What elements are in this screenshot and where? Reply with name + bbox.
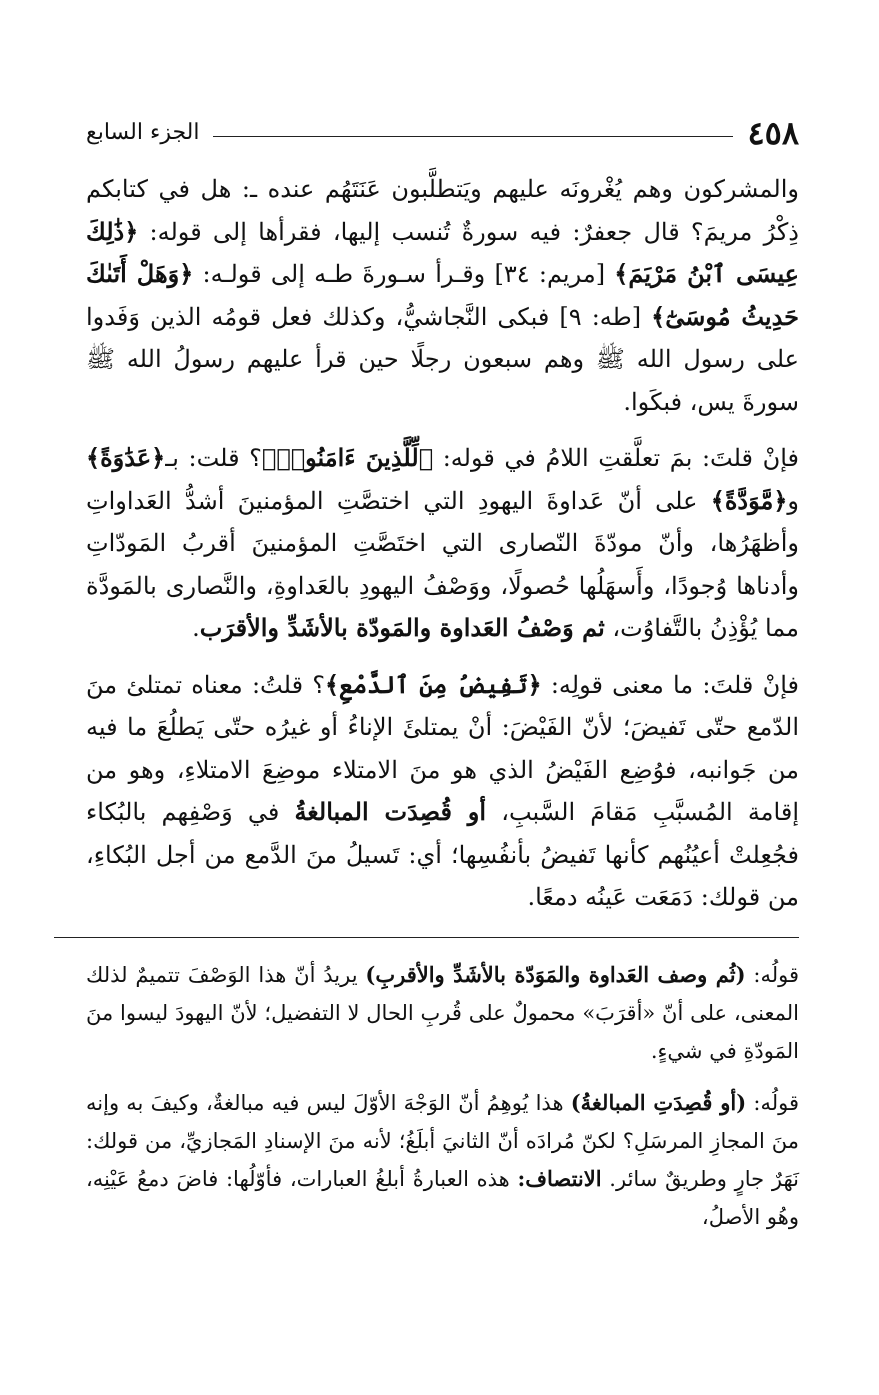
text-span: [مريم: ٣٤] وقـرأ سـورةَ طـه إلى قولـه: bbox=[193, 260, 615, 288]
text-span: [طه: ٩] فبكى النَّجاشيُّ، وكذلك فعل قومُه الذين وَفَدوا على رسول الله ﷺ وهم سبعون رجلًا حين قرأ عليهم رسولُ الله ﷺ سورةَ يس، فبكَوا. bbox=[86, 302, 799, 416]
text-span: . bbox=[192, 614, 200, 642]
note-2 bbox=[86, 1084, 799, 1236]
quran-quote: ﴿عَدَٰوَةً﴾ bbox=[86, 443, 166, 472]
commentary-notes bbox=[86, 956, 799, 1236]
footnote-rule bbox=[54, 937, 799, 938]
quran-quote: ﴿لِّلَّذِينَ ءَامَنُوا۟﴾ bbox=[261, 443, 434, 472]
text-span: على أنّ عَداوةَ اليهودِ التي اختصَّتِ المؤمنينَ أشدُّ العَداواتِ وأظهَرُها، وأنّ مودّةَ النّصارى التي اختَصَّتِ المؤمنينَ أقربُ المَودّاتِ وأدناها وُجودًا، وأَسهَلُها حُصولًا، ووَصْفُ اليهودِ بالعَداوةِ، والنَّصارى بالمَودَّة مما يُؤْذِنُ بالتَّفاوُت، bbox=[86, 486, 799, 642]
bold-phrase: أو قُصِدَت المبالغةُ bbox=[294, 797, 487, 826]
text-span: قولُه: bbox=[746, 1090, 799, 1115]
text-span: فإنْ قلتَ: ما معنى قولِه: bbox=[541, 670, 799, 699]
bold-phrase: ثم وَصْفُ العَداوة والمَودّة بالأشَدِّ والأقرَب bbox=[199, 613, 605, 642]
text-span: هذه العبارةُ أبلغُ العبارات، فأوّلُها: فاضَ دمعُ عَيْنِه، وهُو الأصلُ، bbox=[86, 1166, 799, 1229]
main-text bbox=[86, 168, 799, 919]
paragraph-1 bbox=[86, 168, 799, 423]
page-header bbox=[86, 108, 799, 158]
bold-phrase: الانتصاف: bbox=[517, 1165, 602, 1191]
text-span: يريدُ أنّ هذا الوَصْفَ تتميمٌ لذلك المعنى، على أنّ «أقرَبَ» محمولٌ على قُربِ الحال لا التفضيل؛ لأنّ اليهودَ ليسوا منَ المَودّةِ في شيءٍ. bbox=[86, 962, 799, 1063]
quran-quote: ﴿وَهَلْ أَتَىٰكَ حَدِيثُ مُوسَىٰٓ﴾ bbox=[86, 259, 799, 331]
text-span: فإنْ قلتَ: بمَ تعلَّقتِ اللامُ في قوله: bbox=[433, 444, 800, 472]
bold-phrase: (أو قُصِدَتِ المبالغةُ) bbox=[570, 1089, 747, 1115]
paragraph-3 bbox=[86, 664, 799, 919]
quran-quote: ﴿تَفِيضُ مِنَ ٱلدَّمْعِ﴾ bbox=[324, 669, 542, 699]
header-rule bbox=[213, 136, 733, 137]
note-1 bbox=[86, 956, 799, 1070]
quran-quote: ﴿ذَٰلِكَ عِيسَى ٱبْنُ مَرْيَمَ﴾ bbox=[86, 216, 800, 288]
page-number: ٤٥٨ bbox=[747, 114, 799, 152]
text-span: ؟ قلت: بـ bbox=[165, 444, 262, 472]
paragraph-2 bbox=[86, 437, 799, 650]
text-span: ؟ قلتُ: معناه تمتلئ منَ الدّمع حتّى تَفيضَ؛ لأنّ الفَيْضَ: أنْ يمتلئَ الإناءُ أو غيرُه حتّى يَطلُعَ ما فيه من جَوانبه، فوُضِع الفَيْضُ الذي هو منَ الامتلاء موضِعَ الامتلاءِ، وهو من إقامة المُسبَّبِ مَقامَ السَّببِ، bbox=[86, 670, 799, 826]
text-span: هذا يُوهِمُ أنّ الوَجْهَ الأوّلَ ليس فيه مبالغةٌ، وكيفَ به وإنه منَ المجازِ المرسَلِ؟ لكنّ مُرادَه أنّ الثانيَ أبلَغُ؛ لأنه منَ الإسنادِ المَجازيِّ، من قولك: نَهَرٌ جارٍ وطريقٌ سائر. bbox=[86, 1090, 799, 1191]
text-span: في وَصْفِهم بالبُكاء فجُعِلتْ أعيُنُهم كأنها تَفيضُ بأنفُسِها؛ أي: تَسيلُ منَ الدَّمع من أجل البُكاءِ، من قولك: دَمَعَت عَينُه دمعًا. bbox=[86, 798, 799, 911]
text-span: والمشركون وهم يُغْرونَه عليهم ويَتطلَّبون عَنَتَهُم عنده ـ: هل في كتابكم ذِكْرُ مريمَ؟ قال جعفرٌ: فيه سورةٌ تُنسب إليها، فقرأها إلى قوله: bbox=[86, 175, 799, 246]
running-title: الجزء السابع bbox=[86, 120, 200, 145]
text-span: قولُه: bbox=[745, 962, 800, 987]
bold-phrase: (ثُم وصف العَداوة والمَوَدّة بالأشَدِّ والأقربِ) bbox=[365, 961, 746, 987]
text-span: و bbox=[787, 486, 799, 515]
quran-quote: ﴿مَّوَدَّةً﴾ bbox=[710, 485, 788, 515]
